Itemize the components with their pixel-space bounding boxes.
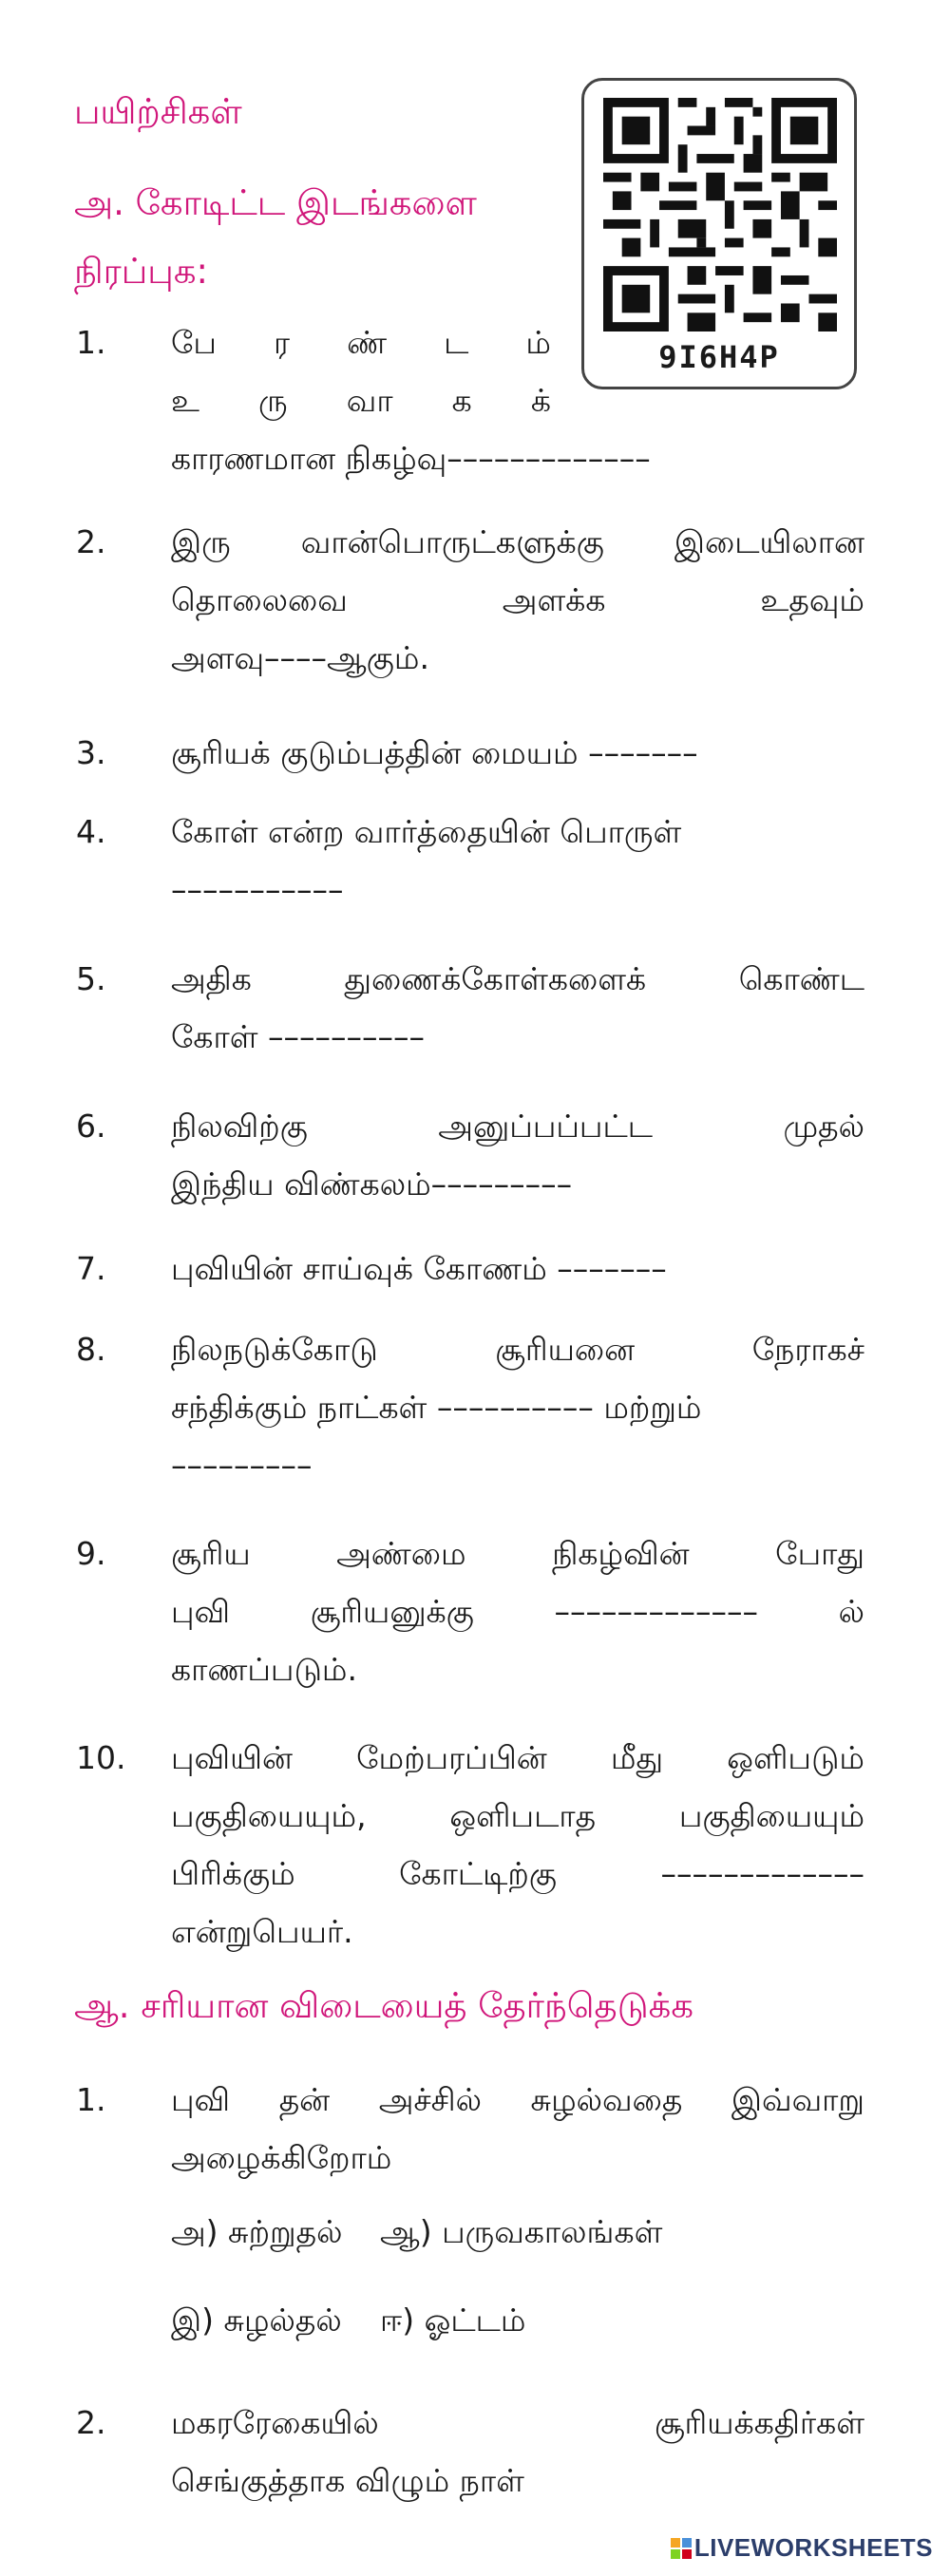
qr-code-label: 9I6H4P (658, 339, 780, 375)
liveworksheets-logo (671, 2533, 933, 2563)
question-line: ––––––––– (171, 1447, 313, 1484)
question-line: புவி சூரியனுக்கு ––––––––––––– ல் (171, 1593, 864, 1630)
question-line: புவியின் மேற்பரப்பின் மீது ஒளிபடும் (171, 1739, 864, 1776)
question-line: இந்திய விண்கலம்––––––––– (171, 1165, 573, 1203)
question-line: பிரிக்கும் கோட்டிற்கு ––––––––––––– (171, 1855, 864, 1892)
brand-text: LIVEWORKSHEETS (694, 2533, 933, 2562)
question-line: புவி தன் அச்சில் சுழல்வதை இவ்வாறு (171, 2081, 864, 2118)
qr-pattern-icon (603, 98, 837, 331)
question-number: 6. (76, 1108, 106, 1145)
question-line: அளவு––––ஆகும். (171, 639, 429, 676)
question-line: நிலவிற்கு அனுப்பப்பட்ட முதல் (171, 1108, 864, 1145)
question-line: புவியின் சாய்வுக் கோணம் ––––––– (171, 1250, 667, 1287)
question-number: 1. (76, 324, 106, 361)
question-line: அதிக துணைக்கோள்களைக் கொண்ட (171, 960, 864, 997)
question-line: சூரிய அண்மை நிகழ்வின் போது (171, 1535, 864, 1572)
question-number: 7. (76, 1250, 106, 1287)
option-a[interactable]: அ) சுற்றுதல் (171, 2213, 343, 2250)
question-line: காணப்படும். (171, 1651, 357, 1688)
question-line: பே ர ண் ட ம் (171, 324, 551, 361)
section-b-title: ஆ. சரியான விடையைத் தேர்ந்தெடுக்க (74, 1985, 694, 2026)
question-line: பகுதியையும், ஒளிபடாத பகுதியையும் (171, 1797, 864, 1834)
question-line: கோள் என்ற வார்த்தையின் பொருள் (171, 813, 682, 850)
question-line: செங்குத்தாக விழும் நாள் (171, 2462, 524, 2499)
question-number: 1. (76, 2081, 106, 2118)
question-line: ––––––––––– (171, 871, 344, 908)
question-number: 2. (76, 523, 106, 560)
question-number: 8. (76, 1331, 106, 1368)
liveworksheets-logo-icon (671, 2538, 692, 2559)
question-line: சந்திக்கும் நாட்கள் –––––––––– மற்றும் (171, 1389, 702, 1426)
question-number: 4. (76, 813, 106, 850)
question-line: மகரரேகையில் சூரியக்கதிர்கள் (171, 2404, 864, 2441)
question-line: தொலைவை அளக்க உதவும் (171, 581, 864, 618)
question-number: 10. (76, 1739, 126, 1776)
question-number: 9. (76, 1535, 106, 1572)
question-line: காரணமான நிகழ்வு––––––––––––– (171, 440, 651, 477)
option-ii[interactable]: ஈ) ஓட்டம் (380, 2301, 526, 2339)
question-line: இரு வான்பொருட்களுக்கு இடையிலான (171, 523, 864, 560)
question-line: சூரியக் குடும்பத்தின் மையம் ––––––– (171, 734, 698, 771)
section-a-title-line2: நிரப்புக: (74, 251, 208, 292)
option-i[interactable]: இ) சுழல்தல் (171, 2301, 342, 2339)
section-a-title (74, 169, 549, 306)
question-number: 5. (76, 960, 106, 997)
section-a-title-line1: அ. கோடிட்ட இடங்களை (74, 182, 477, 223)
exercises-title: பயிற்சிகள் (74, 91, 242, 132)
question-line: அழைக்கிறோம் (171, 2139, 392, 2176)
question-line: கோள் –––––––––– (171, 1018, 426, 1055)
option-aa[interactable]: ஆ) பருவகாலங்கள் (380, 2213, 663, 2250)
question-number: 3. (76, 734, 106, 771)
question-line: உ ரு வா க க் (171, 382, 551, 419)
question-number: 2. (76, 2404, 106, 2441)
qr-code (581, 78, 857, 389)
question-line: நிலநடுக்கோடு சூரியனை நேராகச் (171, 1331, 864, 1368)
question-line: என்றுபெயர். (171, 1913, 353, 1950)
